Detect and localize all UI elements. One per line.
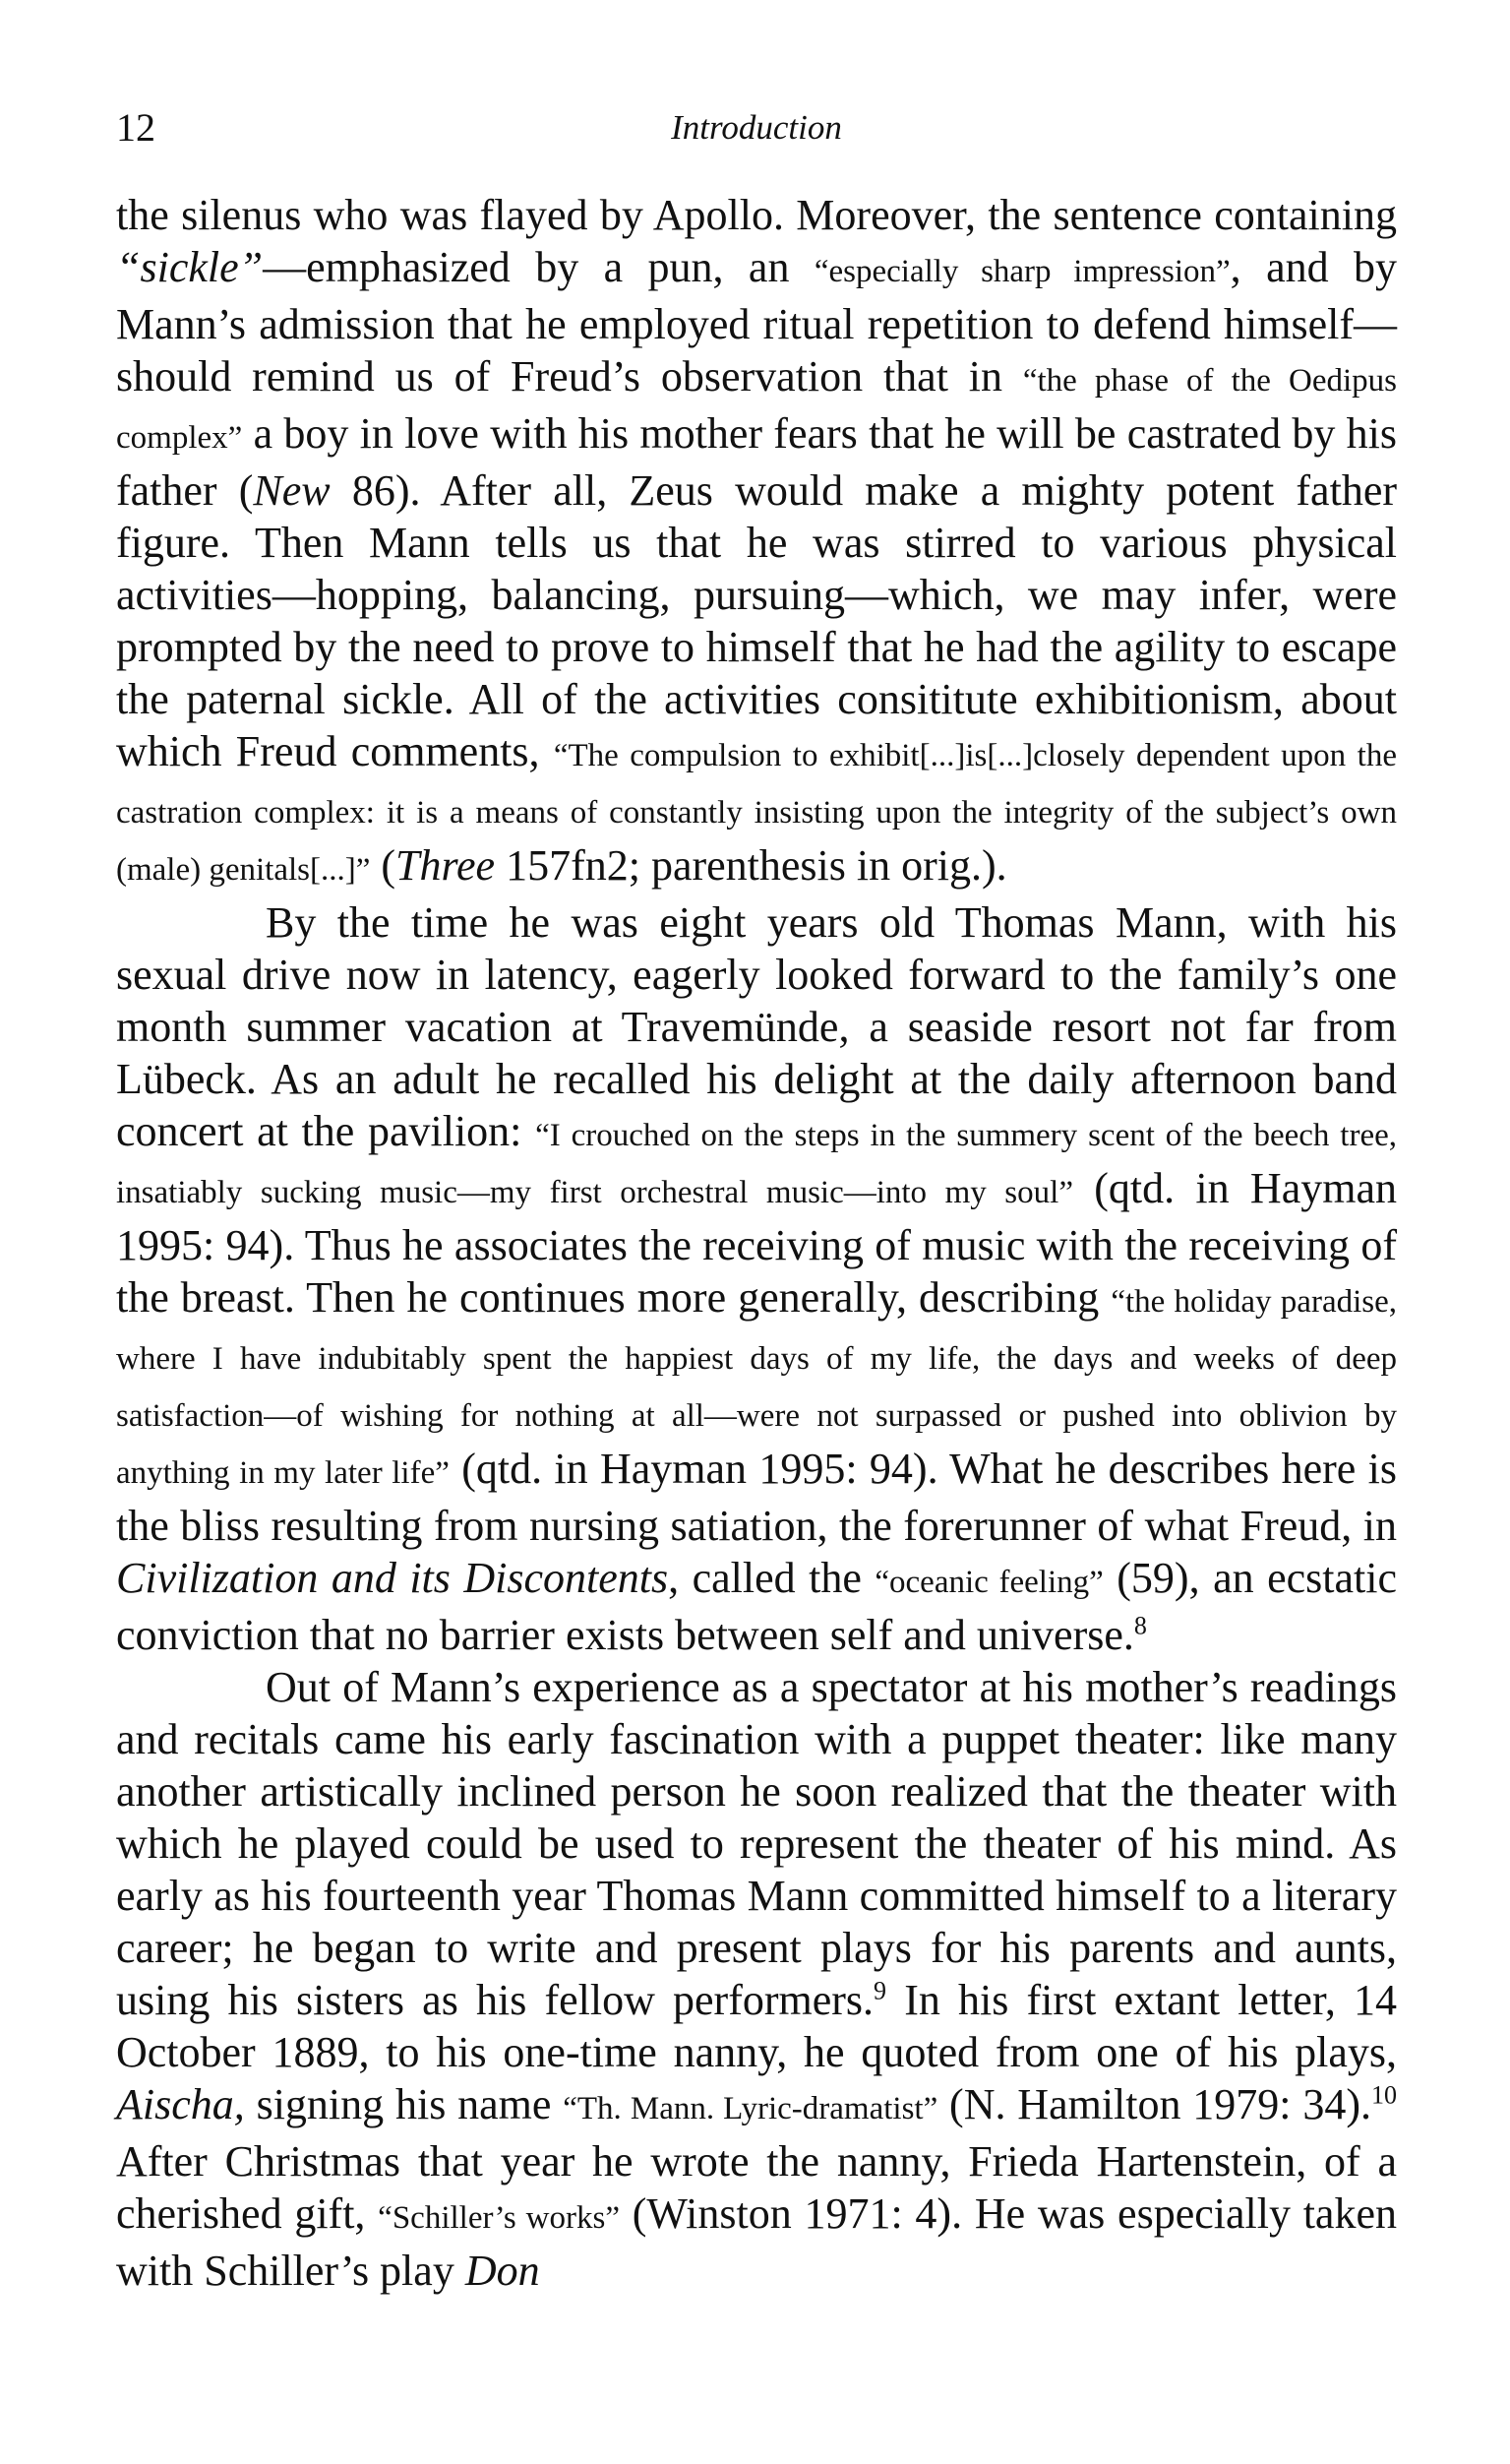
text-run: the silenus who was flayed by Apollo. Moreover, the sentence containing <box>116 191 1397 239</box>
text-run: By the time he was eight years old Thomas Mann, with his sexual drive now in latency, eagerly looked forward to the family’s one month summer vacation at Travemünde, a seaside resort not far from Lübeck. As an adult he recalled his delight at the daily afternoon band concert at the pavilion: <box>116 898 1397 1155</box>
text-run: signing his name <box>244 2080 564 2128</box>
footnote-ref: 9 <box>874 1976 887 2005</box>
text-run: ( <box>370 841 396 890</box>
quotation-text: “I crouched on the steps in the summery scent of the beech tree, insatiably sucking music—my first orchestral music—into my soul” <box>116 1118 1398 1210</box>
quotation-text: “the phase of the Oedipus complex” <box>116 363 1397 456</box>
text-run: (59), an ecstatic conviction that no barrier exists between self and universe. <box>116 1554 1397 1659</box>
page-number: 12 <box>116 105 155 150</box>
italic-text: Civilization and its Discontents <box>116 1554 669 1602</box>
text-run: (Winston 1971: 4). He was especially taken with Schiller’s play <box>116 2189 1397 2295</box>
quotation-text: “Schiller’s works” <box>378 2200 620 2236</box>
text-run: 157fn2; parenthesis in orig.). <box>495 841 1007 890</box>
quotation-text: “oceanic feeling” <box>875 1565 1104 1600</box>
quotation-text: “especially sharp impression” <box>814 254 1231 289</box>
text-run: 86). After all, Zeus would make a mighty potent father figure. Then Mann tells us that he was stirred to various physical activities—hopping, balancing, pursuing—which, we may infer, were prompted by the need to prove to himself that he had the agility to escape the paternal sickle. All of the activities consititute exhibitionism, about which Freud comments, <box>116 466 1397 775</box>
italic-text: Three <box>395 841 496 890</box>
text-run: (qtd. in Hayman 1995: 94). What he describes here is the bliss resulting from nursing satiation, the forerunner of what Freud, in <box>116 1445 1398 1550</box>
paragraph-1 <box>116 189 1397 896</box>
footnote-ref: 10 <box>1371 2080 1397 2110</box>
text-run: , called the <box>668 1554 876 1602</box>
italic-text: Don <box>464 2247 540 2295</box>
quotation-text: “The compulsion to exhibit[...]is[...]closely dependent upon the castration complex: it is a means of constantly insisting upon the integrity of the subject’s own (male) genitals[...]” <box>116 738 1397 888</box>
body-text <box>116 189 1397 2297</box>
text-run: In his first extant letter, 14 October 1889, to his one-time nanny, he quoted from one of his plays, <box>116 1976 1397 2076</box>
footnote-ref: 8 <box>1133 1611 1147 1640</box>
quotation-text: “Th. Mann. Lyric-dramatist” <box>563 2091 938 2126</box>
text-run: —emphasized by a pun, an <box>263 243 815 291</box>
text-run: (qtd. in Hayman 1995: 94). Thus he associates the receiving of music with the receiving of the breast. Then he continues more generally, describing <box>116 1164 1397 1322</box>
paragraph-3 <box>116 1661 1397 2297</box>
paragraph-2 <box>116 896 1397 1661</box>
text-run: , and by Mann’s admission that he employed ritual repetition to defend himself—should remind us of Freud’s observation that in <box>116 243 1397 400</box>
running-head <box>116 96 1397 155</box>
text-run: Out of Mann’s experience as a spectator at his mother’s readings and recitals came his early fascination with a puppet theater: like many another artistically inclined person he soon realized that the theater with which he played could be used to represent the theater of his mind. As early as his fourteenth year Thomas Mann committed himself to a literary career; he began to write and present plays for his parents and aunts, using his sisters as his fellow performers. <box>116 1663 1397 2024</box>
italic-text: Aischa, <box>116 2080 245 2128</box>
italic-text: “sickle” <box>116 243 264 291</box>
quotation-text: “the holiday paradise, where I have indubitably spent the happiest days of my life, the days and weeks of deep satisfaction—of wishing for nothing at all—were not surpassed or pushed into oblivion by anything in my later life” <box>116 1284 1397 1491</box>
running-title: Introduction <box>671 108 842 147</box>
text-run: (N. Hamilton 1979: 34). <box>937 2080 1371 2128</box>
italic-text: New <box>253 466 331 515</box>
text-run: a boy in love with his mother fears that he will be castrated by his father ( <box>116 409 1397 515</box>
text-run: After Christmas that year he wrote the nanny, Frieda Hartenstein, of a cherished gift, <box>116 2137 1397 2238</box>
